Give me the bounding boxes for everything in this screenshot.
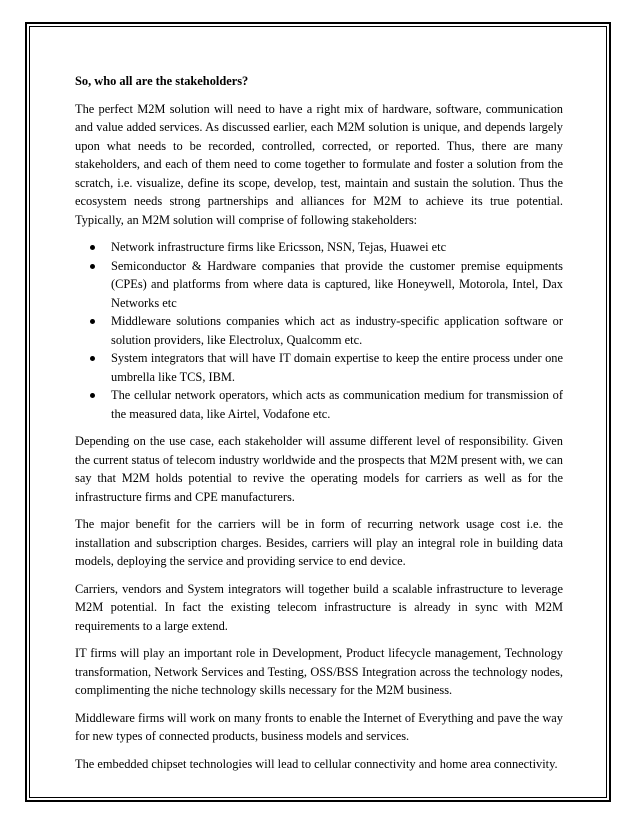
bullet-icon: [90, 245, 95, 250]
intro-paragraph: The perfect M2M solution will need to have a right mix of hardware, software, communication and value added services. As discussed earlier, each M2M solution is unique, and depends largely upon what needs to be recorded, controlled, corrected, or reported. Thus, there are many stakeholders, and each of them need to come together to formulate and foster a solution from the scratch, i.e. visualize, define its scope, develop, test, maintain and sustain the solution. Thus the ecosystem needs strong partnerships and alliances for M2M to achieve its true potential. Typically, an M2M solution will comprise of following stakeholders:: [75, 101, 563, 227]
body-paragraph: IT firms will play an important role in Development, Product lifecycle management, Technology transformation, Network Services and Testing, OSS/BSS Integration across the technology nodes, complimenting the niche technology skills necessary for the M2M business.: [75, 646, 563, 697]
stakeholder-text: Network infrastructure firms like Ericsson, NSN, Tejas, Huawei etc: [111, 240, 447, 254]
body-paragraph: Middleware firms will work on many fronts to enable the Internet of Everything and pave the way for new types of connected products, business models and services.: [75, 710, 563, 743]
body-paragraph: The major benefit for the carriers will be in form of recurring network usage cost i.e. the installation and subscription charges. Besides, carriers will play an integral role in building data models, deploying the service and providing service to end device.: [75, 517, 563, 568]
bullet-icon: [90, 319, 95, 324]
body-paragraph: Depending on the use case, each stakeholder will assume different level of responsibility. Given the current status of telecom industry worldwide and the prospects that M2M present with, we can say that M2M holds potential to revive the operating models for carriers as well as for the infrastructure firms and CPE manufacturers.: [75, 434, 563, 504]
document-body: [75, 72, 563, 782]
stakeholder-list-item: [75, 257, 563, 313]
stakeholder-text: Semiconductor & Hardware companies that provide the customer premise equipments (CPEs) and platforms from where data is captured, like Honeywell, Motorola, Intel, Dax Networks etc: [111, 258, 563, 310]
bullet-icon: [90, 264, 95, 269]
stakeholder-text: Middleware solutions companies which act as industry-specific application software or solution providers, like Electrolux, Qualcomm etc.: [111, 314, 563, 347]
stakeholder-text: System integrators that will have IT domain expertise to keep the entire process under one umbrella like TCS, IBM.: [111, 351, 563, 384]
stakeholder-list-item: [75, 386, 563, 423]
stakeholder-list-item: [75, 238, 563, 257]
stakeholder-text: The cellular network operators, which acts as communication medium for transmission of the measured data, like Airtel, Vodafone etc.: [111, 388, 563, 421]
section-heading: So, who all are the stakeholders?: [75, 74, 249, 88]
body-paragraph: Carriers, vendors and System integrators will together build a scalable infrastructure to leverage M2M potential. In fact the existing telecom infrastructure is already in sync with M2M requirements to a large extend.: [75, 581, 563, 633]
stakeholder-list: [75, 238, 563, 423]
body-paragraph: The embedded chipset technologies will lead to cellular connectivity and home area connectivity.: [75, 756, 558, 771]
bullet-icon: [90, 393, 95, 398]
stakeholder-list-item: [75, 349, 563, 386]
stakeholder-list-item: [75, 312, 563, 349]
bullet-icon: [90, 356, 95, 361]
